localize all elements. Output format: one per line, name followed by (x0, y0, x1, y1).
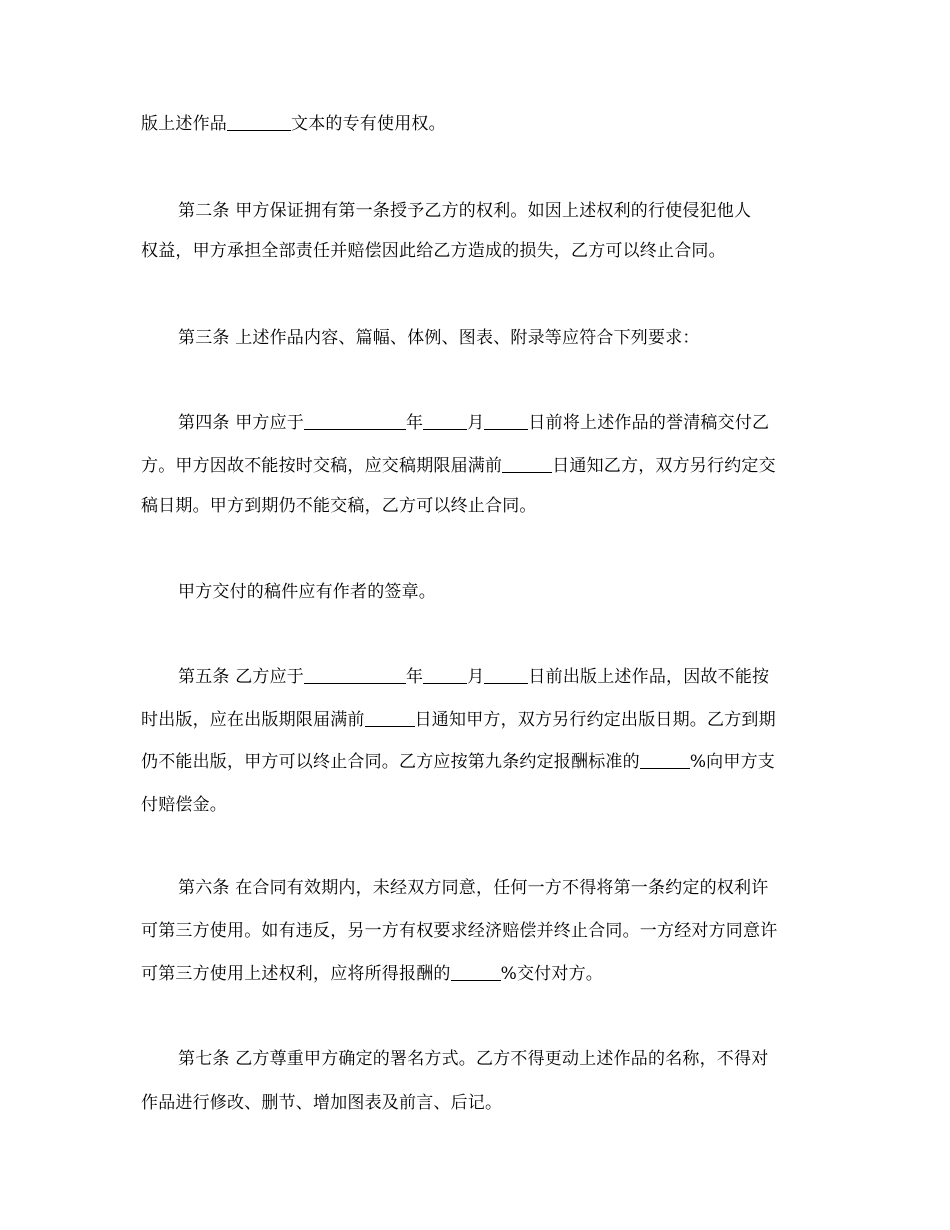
blank-underline (423, 411, 467, 430)
signature-note: 甲方交付的稿件应有作者的签章。 (178, 582, 436, 602)
text: 日通知乙方，双方另行约定交 (552, 456, 776, 476)
blank-underline (304, 411, 406, 430)
article-4-line-3: 稿日期。甲方到期仍不能交稿，乙方可以终止合同。 (141, 496, 537, 516)
text: %向甲方支 (689, 752, 775, 772)
text: 日前将上述作品的誉清稿交付乙 (528, 413, 770, 433)
article-4-line-2 (141, 451, 813, 481)
text: 仍不能出版，甲方可以终止合同。乙方应按第九条约定报酬标准的 (141, 752, 640, 772)
blank-underline (227, 112, 291, 131)
text: 第四条 甲方应于 (178, 413, 305, 433)
text: 月 (467, 413, 485, 433)
article-2-line-2: 权益，甲方承担全部责任并赔偿因此给乙方造成的损失，乙方可以终止合同。 (141, 241, 726, 261)
text: 年 (406, 413, 424, 433)
article-7-line-1: 第七条 乙方尊重甲方确定的署名方式。乙方不得更动上述作品的名称，不得对 (178, 1049, 769, 1069)
text: 文本的专有使用权。 (291, 114, 446, 134)
article-5-line-2 (141, 705, 813, 735)
text: 日前出版上述作品，因故不能按 (528, 667, 770, 687)
blank-underline (640, 750, 690, 769)
blank-underline (484, 665, 528, 684)
blank-underline (484, 411, 528, 430)
text: 日通知甲方，双方另行约定出版日期。乙方到期 (414, 710, 776, 730)
text: 年 (406, 667, 424, 687)
blank-underline (304, 665, 406, 684)
article-5-line-3 (141, 747, 813, 777)
article-6-line-1: 第六条 在合同有效期内，未经双方同意，任何一方不得将第一条约定的权利许 (178, 878, 769, 898)
text: 月 (467, 667, 485, 687)
article-7-line-2: 作品进行修改、删节、增加图表及前言、后记。 (141, 1093, 503, 1113)
article-5-line-1 (178, 662, 818, 692)
text: 版上述作品 (141, 114, 227, 134)
paragraph-continuation (141, 109, 813, 139)
article-4-line-1 (178, 408, 818, 438)
blank-underline (451, 962, 501, 981)
text: 可第三方使用上述权利，应将所得报酬的 (141, 964, 451, 984)
article-3-line-1: 第三条 上述作品内容、篇幅、体例、图表、附录等应符合下列要求： (178, 328, 700, 348)
text: %交付对方。 (500, 964, 603, 984)
text: 方。甲方因故不能按时交稿，应交稿期限届满前 (141, 456, 503, 476)
text: 第五条 乙方应于 (178, 667, 305, 687)
article-6-line-3 (141, 959, 813, 989)
text: 时出版，应在出版期限届满前 (141, 710, 365, 730)
article-2-line-1: 第二条 甲方保证拥有第一条授予乙方的权利。如因上述权利的行使侵犯他人 (178, 201, 752, 221)
blank-underline (423, 665, 467, 684)
article-6-line-2: 可第三方使用。如有违反，另一方有权要求经济赔偿并终止合同。一方经对方同意许 (141, 921, 778, 941)
blank-underline (502, 454, 552, 473)
blank-underline (365, 708, 415, 727)
article-5-line-4: 付赔偿金。 (141, 795, 227, 815)
